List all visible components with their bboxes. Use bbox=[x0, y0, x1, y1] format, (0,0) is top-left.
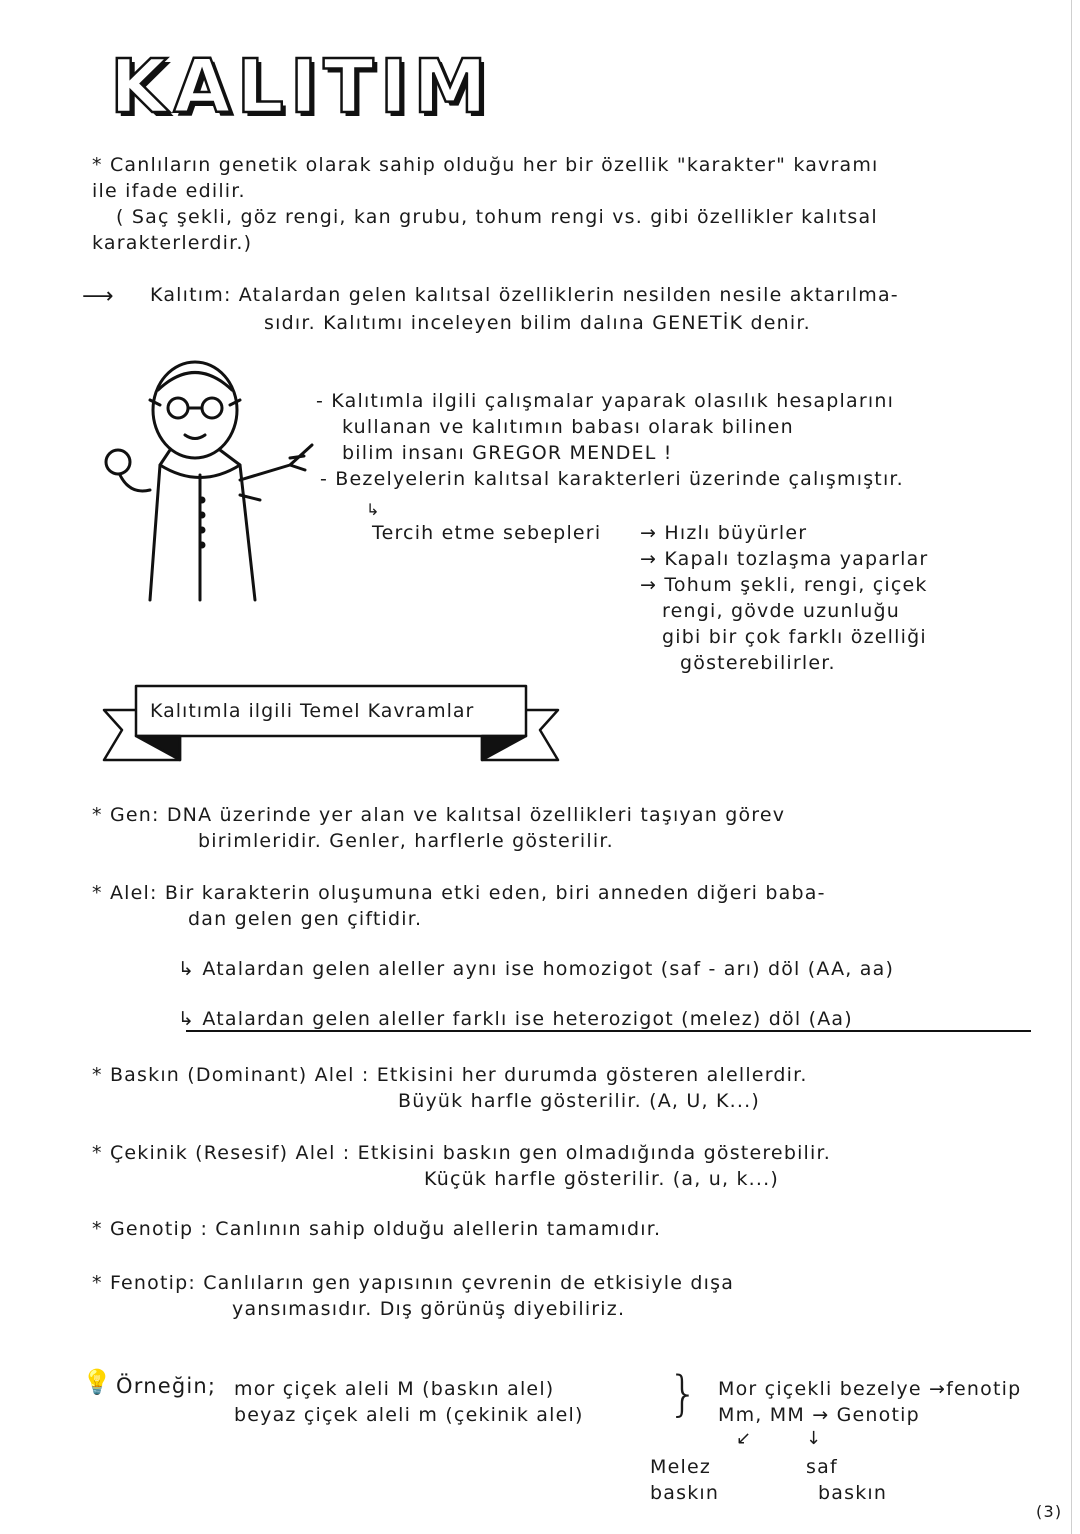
page-edge bbox=[1071, 0, 1072, 1534]
melez-label: Melez bbox=[650, 1456, 712, 1478]
gen-line-1: * Gen: DNA üzerinde yer alan ve kalıtsal özellikleri taşıyan görev bbox=[92, 804, 786, 826]
alel-homozigot: ↳ Atalardan gelen aleller aynı ise homozigot (saf - arı) döl (AA, aa) bbox=[178, 958, 895, 980]
brace-icon: } bbox=[668, 1366, 699, 1422]
ornek-right-2: Mm, MM → Genotip bbox=[718, 1404, 920, 1426]
genotip-line: * Genotip : Canlının sahip olduğu alellerin tamamıdır. bbox=[92, 1218, 662, 1240]
reasons-label: Tercih etme sebepleri bbox=[372, 522, 602, 544]
down-arrow-icon: ↳ bbox=[366, 500, 381, 519]
saf-label: saf bbox=[806, 1456, 838, 1478]
cekinik-line-2: Küçük harfle gösterilir. (a, u, k...) bbox=[424, 1168, 779, 1190]
mendel-line-4: - Bezelyelerin kalıtsal karakterleri üzerinde çalışmıştır. bbox=[320, 468, 904, 490]
lightbulb-icon: 💡 bbox=[82, 1368, 114, 1396]
reason-6: gösterebilirler. bbox=[680, 652, 836, 674]
reason-3: → Tohum şekli, rengi, çiçek bbox=[640, 574, 928, 596]
intro-line-4: karakterlerdir.) bbox=[92, 232, 253, 254]
mendel-illustration bbox=[90, 350, 320, 610]
fenotip-line-1: * Fenotip: Canlıların gen yapısının çevrenin de etkisiyle dışa bbox=[92, 1272, 735, 1294]
reason-1: → Hızlı büyürler bbox=[640, 522, 808, 544]
saf-baskin-label: baskın bbox=[818, 1482, 888, 1504]
underline-rule bbox=[186, 1030, 1031, 1032]
definition-arrow-icon: ⟶ bbox=[82, 284, 115, 309]
intro-line-3: ( Saç şekli, göz rengi, kan grubu, tohum rengi vs. gibi özellikler kalıtsal bbox=[116, 206, 878, 228]
alel-heterozigot: ↳ Atalardan gelen aleller farklı ise heterozigot (melez) döl (Aa) bbox=[178, 1008, 853, 1030]
alel-line-1: * Alel: Bir karakterin oluşumuna etki eden, biri anneden diğeri baba- bbox=[92, 882, 826, 904]
mendel-line-3: bilim insanı GREGOR MENDEL ! bbox=[342, 442, 673, 464]
fenotip-line-2: yansımasıdır. Dış görünüş diyebiliriz. bbox=[232, 1298, 626, 1320]
intro-line-2: ile ifade edilir. bbox=[92, 180, 246, 202]
page-title: KALITIM bbox=[110, 44, 493, 130]
definition-line-2: sıdır. Kalıtımı inceleyen bilim dalına GENETİK denir. bbox=[264, 312, 811, 334]
definition-line-1: Kalıtım: Atalardan gelen kalıtsal özelliklerin nesilden nesile aktarılma- bbox=[150, 284, 899, 306]
melez-baskin-label: baskın bbox=[650, 1482, 720, 1504]
reason-2: → Kapalı tozlaşma yaparlar bbox=[640, 548, 929, 570]
alel-line-2: dan gelen gen çiftidir. bbox=[188, 908, 423, 930]
mendel-line-2: kullanan ve kalıtımın babası olarak bilinen bbox=[342, 416, 794, 438]
mendel-line-1: - Kalıtımla ilgili çalışmalar yaparak olasılık hesaplarını bbox=[316, 390, 895, 412]
reason-5: gibi bir çok farklı özelliği bbox=[662, 626, 927, 648]
baskin-line-2: Büyük harfle gösterilir. (A, U, K...) bbox=[398, 1090, 760, 1112]
ornek-line-1: mor çiçek aleli M (baskın alel) bbox=[234, 1378, 555, 1400]
page-number: (3) bbox=[1036, 1502, 1063, 1521]
arrow-saf-icon: ↓ bbox=[806, 1428, 823, 1449]
gen-line-2: birimleridir. Genler, harflerle gösterilir. bbox=[198, 830, 614, 852]
reason-4: rengi, gövde uzunluğu bbox=[662, 600, 900, 622]
concepts-banner bbox=[100, 680, 580, 770]
baskin-line-1: * Baskın (Dominant) Alel : Etkisini her durumda gösteren alellerdir. bbox=[92, 1064, 808, 1086]
ornek-right-1: Mor çiçekli bezelye →fenotip bbox=[718, 1378, 1022, 1400]
intro-line-1: * Canlıların genetik olarak sahip olduğu her bir özellik "karakter" kavramı bbox=[92, 154, 879, 176]
ornek-line-2: beyaz çiçek aleli m (çekinik alel) bbox=[234, 1404, 584, 1426]
arrow-melez-icon: ↙ bbox=[736, 1428, 753, 1449]
cekinik-line-1: * Çekinik (Resesif) Alel : Etkisini baskın gen olmadığında gösterebilir. bbox=[92, 1142, 832, 1164]
banner-title: Kalıtımla ilgili Temel Kavramlar bbox=[150, 700, 475, 722]
ornek-label: Örneğin; bbox=[116, 1374, 217, 1398]
